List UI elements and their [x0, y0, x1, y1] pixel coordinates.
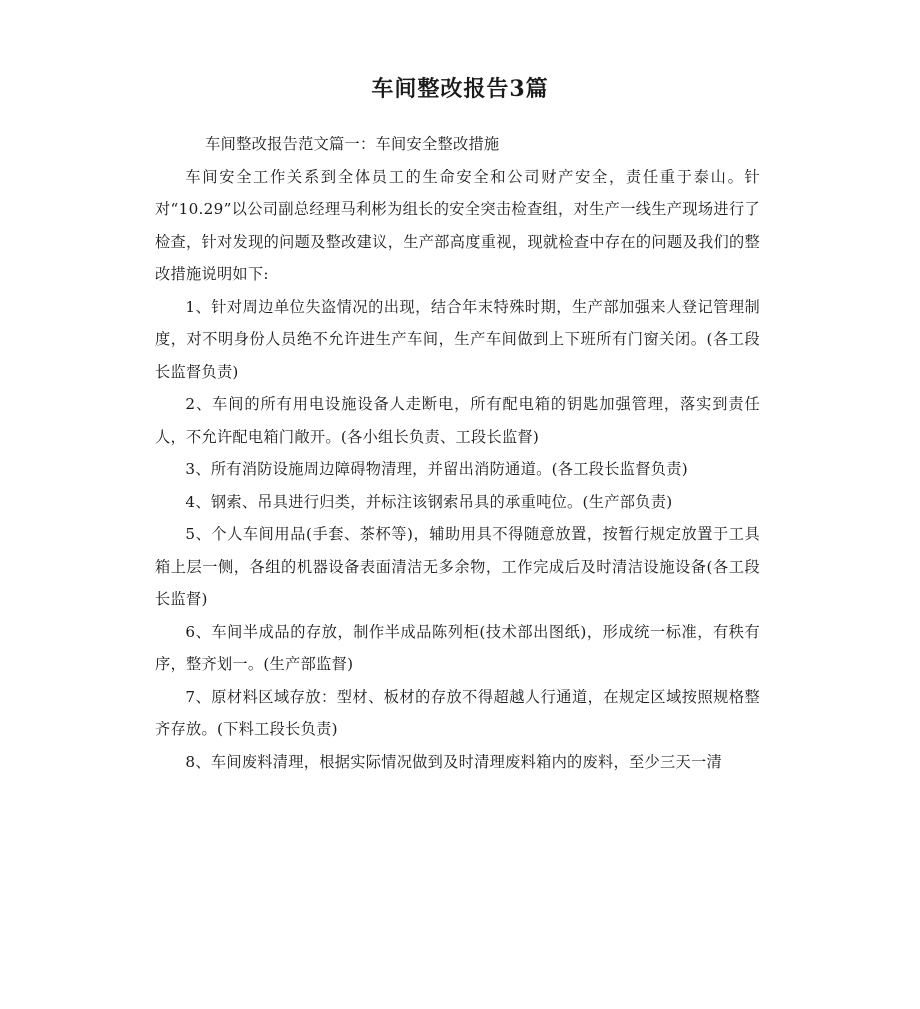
measure-item-1: 1、针对周边单位失盗情况的出现，结合年末特殊时期，生产部加强来人登记管理制度，对不明身份人员绝不允许进生产车间，生产车间做到上下班所有门窗关闭。(各工段长监督负责) — [155, 297, 760, 381]
measure-item-2: 2、车间的所有用电设施设备人走断电，所有配电箱的钥匙加强管理，落实到责任人，不允许配电箱门敞开。(各小组长负责、工段长监督) — [155, 395, 760, 446]
section-heading: 车间整改报告范文篇一：车间安全整改措施 — [205, 135, 500, 153]
measure-item-3: 3、所有消防设施周边障碍物清理，并留出消防通道。(各工段长监督负责) — [185, 460, 688, 478]
document-body — [155, 128, 760, 778]
measure-item-4: 4、钢索、吊具进行归类，并标注该钢索吊具的承重吨位。(生产部负责) — [185, 492, 673, 511]
measure-item-7: 7、原材料区域存放：型材、板材的存放不得超越人行通道，在规定区域按照规格整齐存放。(下料工段长负责) — [155, 687, 760, 738]
measure-item-8: 8、车间废料清理，根据实际情况做到及时清理废料箱内的废料，至少三天一清 — [185, 752, 722, 771]
measure-item-5: 5、个人车间用品(手套、茶杯等)，辅助用具不得随意放置，按暂行规定放置于工具箱上层一侧，各组的机器设备表面清洁无多余物，工作完成后及时清洁设施设备(各工段长监督) — [155, 525, 760, 608]
measure-item-6: 6、车间半成品的存放，制作半成品陈列柜(技术部出图纸)，形成统一标准，有秩有序，整齐划一。(生产部监督) — [155, 622, 760, 673]
intro-paragraph: 车间安全工作关系到全体员工的生命安全和公司财产安全，责任重于泰山。针对“10.29”以公司副总经理马利彬为组长的安全突击检查组，对生产一线生产现场进行了检查，针对发现的问题及整改建议，生产部高度重视，现就检查中存在的问题及我们的整改措施说明如下: — [155, 167, 760, 283]
document-title: 车间整改报告3篇 — [371, 75, 549, 102]
